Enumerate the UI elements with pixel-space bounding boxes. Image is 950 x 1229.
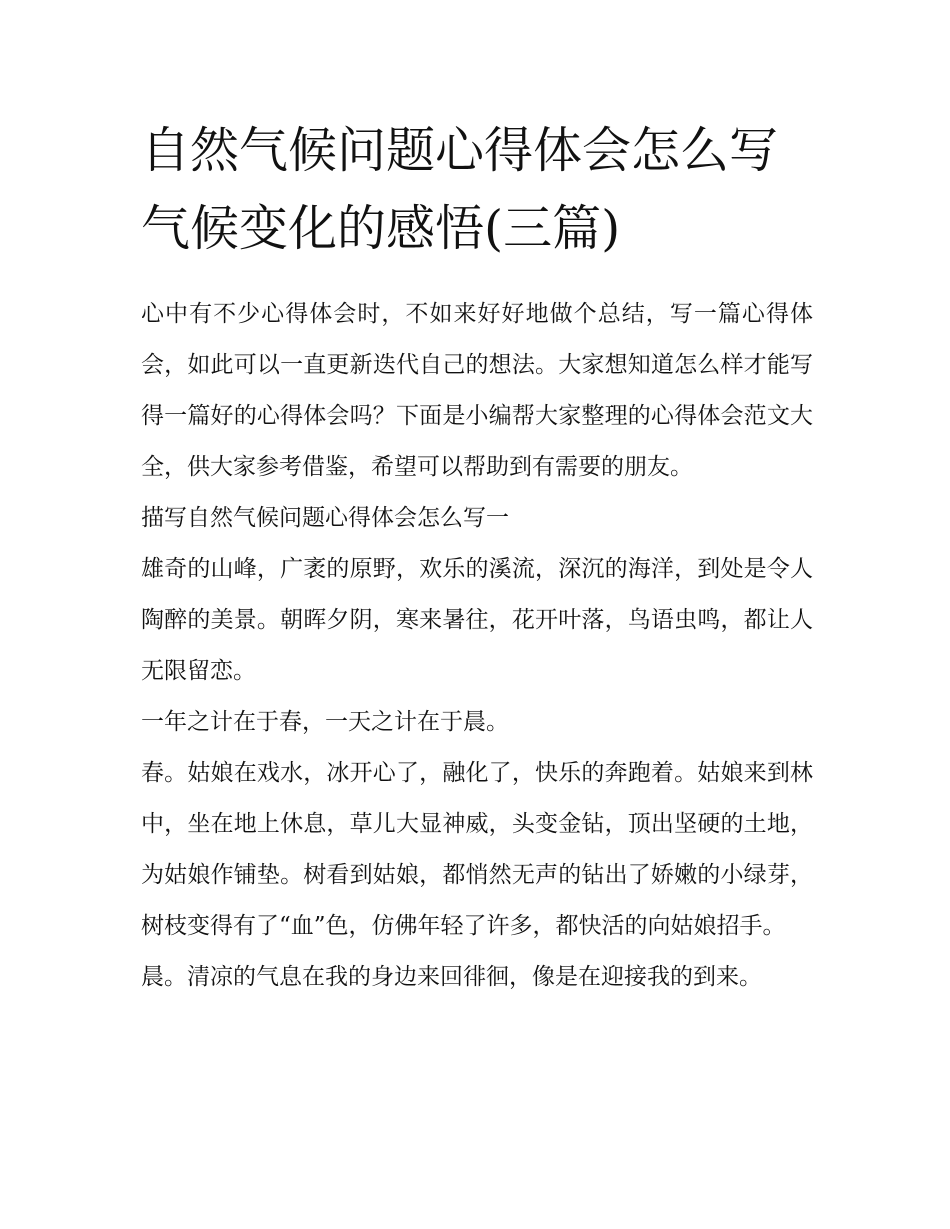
paragraph-morning: 晨。清凉的气息在我的身边来回徘徊，像是在迎接我的到来。	[141, 964, 762, 990]
section-heading: 描写自然气候问题心得体会怎么写一	[141, 505, 509, 531]
intro-paragraph: 心中有不少心得体会时，不如来好好地做个总结，写一篇心得体会，如此可以一直更新迭代自己的想法。大家想知道怎么样才能写得一篇好的心得体会吗？下面是小编帮大家整理的心得体会范文大全，供大家参考借鉴，希望可以帮助到有需要的朋友。	[141, 301, 813, 480]
paragraph-proverb: 一年之计在于春，一天之计在于晨。	[141, 709, 509, 735]
title-line-2: 气候变化的感悟(三篇)	[141, 200, 621, 257]
title-line-1: 自然气候问题心得体会怎么写	[141, 122, 779, 179]
paragraph-spring: 春。姑娘在戏水，冰开心了，融化了，快乐的奔跑着。姑娘来到林中，坐在地上休息，草儿大显神威，头变金钻，顶出坚硬的土地，为姑娘作铺垫。树看到姑娘，都悄然无声的钻出了娇嫩的小绿芽，树枝变得有了“血”色，仿佛年轻了许多，都快活的向姑娘招手。	[141, 760, 813, 939]
document-title	[141, 112, 813, 268]
paragraph-scenery: 雄奇的山峰，广袤的原野，欢乐的溪流，深沉的海洋，到处是令人陶醉的美景。朝晖夕阴，寒来暑往，花开叶落，鸟语虫鸣，都让人无限留恋。	[141, 556, 813, 684]
document-content	[141, 112, 813, 1003]
